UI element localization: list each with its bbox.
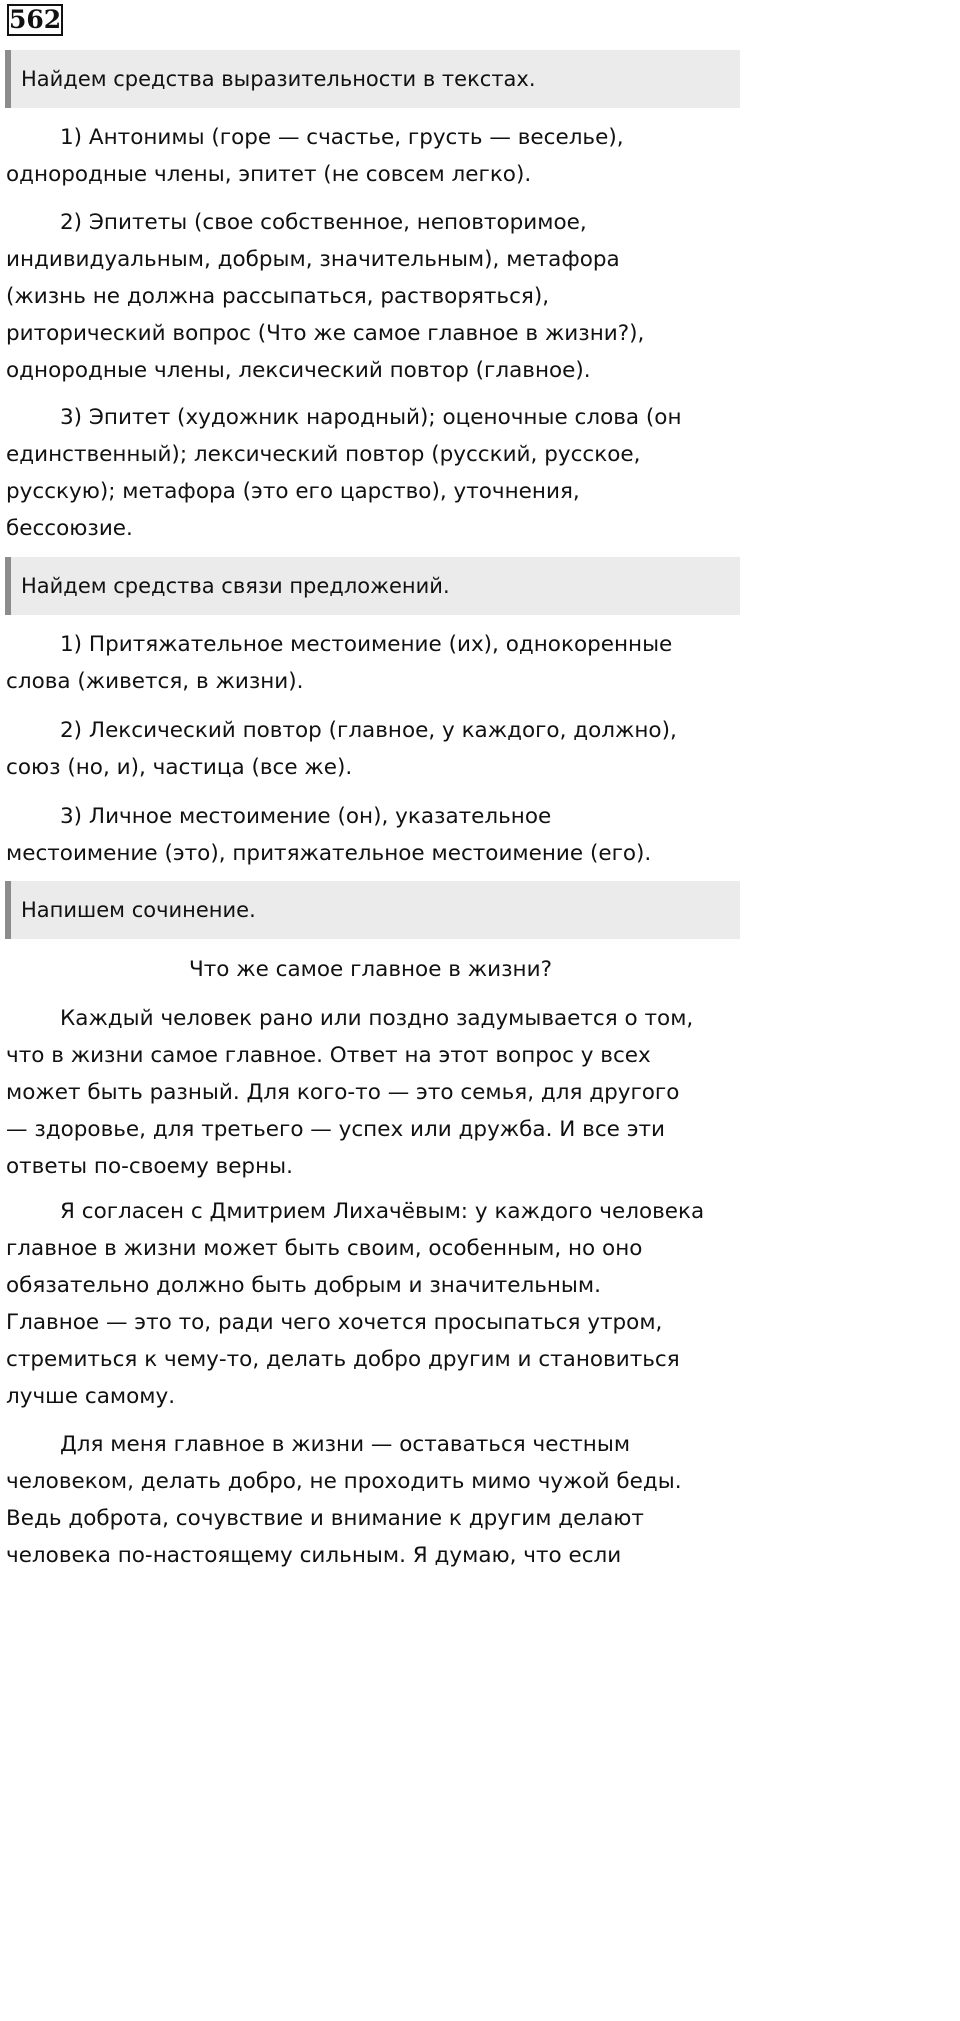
section-heading-essay: Напишем сочинение.: [5, 881, 740, 939]
text-line: может быть разный. Для кого-то — это семья, для другого: [6, 1080, 680, 1105]
text-line: человека по-настоящему сильным. Я думаю, что если: [6, 1543, 622, 1568]
paragraph-links-2: [6, 712, 734, 786]
text-line: что в жизни самое главное. Ответ на этот вопрос у всех: [6, 1043, 651, 1068]
text-line: слова (живется, в жизни).: [6, 669, 304, 694]
text-line: 3) Личное местоимение (он), указательное: [60, 804, 552, 829]
text-line: местоимение (это), притяжательное местоимение (его).: [6, 841, 652, 866]
text-line: Ведь доброта, сочувствие и внимание к другим делают: [6, 1506, 644, 1531]
text-line: бессоюзие.: [6, 516, 133, 541]
text-line: — здоровье, для третьего — успех или дружба. И все эти: [6, 1117, 666, 1142]
text-line: Главное — это то, ради чего хочется просыпаться утром,: [6, 1310, 663, 1335]
section-heading-sentence-links: Найдем средства связи предложений.: [5, 557, 740, 615]
text-line: 2) Лексический повтор (главное, у каждого, должно),: [60, 718, 677, 743]
text-line: человеком, делать добро, не проходить мимо чужой беды.: [6, 1469, 682, 1494]
text-line: ответы по-своему верны.: [6, 1154, 293, 1179]
text-line: однородные члены, эпитет (не совсем легко).: [6, 162, 532, 187]
essay-paragraph-3: [6, 1426, 734, 1574]
text-line: риторический вопрос (Что же самое главное в жизни?),: [6, 321, 645, 346]
paragraph-links-1: [6, 626, 734, 700]
text-line: стремиться к чему-то, делать добро другим и становиться: [6, 1347, 680, 1372]
section-heading-expressive-means: Найдем средства выразительности в текстах.: [5, 50, 740, 108]
essay-paragraph-2: [6, 1193, 734, 1415]
text-line: однородные члены, лексический повтор (главное).: [6, 358, 591, 383]
paragraph-links-3: [6, 798, 734, 872]
text-line: Я согласен с Дмитрием Лихачёвым: у каждого человека: [60, 1199, 705, 1224]
text-line: лучше самому.: [6, 1384, 176, 1409]
paragraph-expressive-1: [6, 119, 734, 193]
text-line: 3) Эпитет (художник народный); оценочные слова (он: [60, 405, 682, 430]
text-line: (жизнь не должна рассыпаться, растворяться),: [6, 284, 550, 309]
text-line: русскую); метафора (это его царство), уточнения,: [6, 479, 580, 504]
text-line: главное в жизни может быть своим, особенным, но оно: [6, 1236, 643, 1261]
task-number-badge: 562: [9, 5, 62, 34]
text-line: индивидуальным, добрым, значительным), метафора: [6, 247, 620, 272]
paragraph-expressive-3: [6, 399, 734, 547]
text-line: единственный); лексический повтор (русский, русское,: [6, 442, 641, 467]
paragraph-expressive-2: [6, 204, 734, 389]
text-line: союз (но, и), частица (все же).: [6, 755, 353, 780]
text-line: Для меня главное в жизни — оставаться честным: [60, 1432, 631, 1457]
text-line: 2) Эпитеты (свое собственное, неповторимое,: [60, 210, 587, 235]
essay-title: Что же самое главное в жизни?: [189, 957, 552, 982]
text-line: 1) Антонимы (горе — счастье, грусть — веселье),: [60, 125, 624, 150]
text-line: 1) Притяжательное местоимение (их), однокоренные: [60, 632, 673, 657]
text-line: обязательно должно быть добрым и значительным.: [6, 1273, 601, 1298]
text-line: Каждый человек рано или поздно задумывается о том,: [60, 1006, 694, 1031]
essay-paragraph-1: [6, 1000, 734, 1185]
